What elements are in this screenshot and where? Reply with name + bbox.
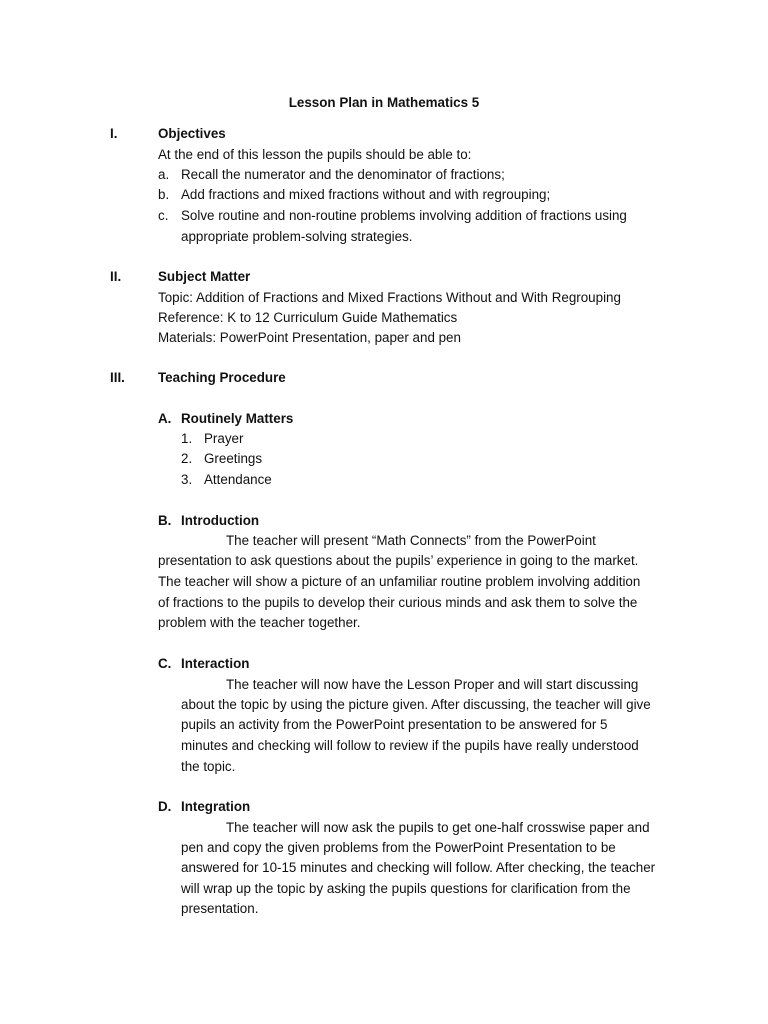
section-numeral-teaching-procedure: III. [110, 370, 125, 385]
section-numeral-subject-matter: II. [110, 269, 122, 284]
objective-text-b: Add fractions and mixed fractions without and with regrouping; [181, 187, 551, 202]
objective-marker-a: a. [158, 167, 170, 182]
subsection-marker-a: A. [158, 411, 172, 426]
integration-line-4: will wrap up the topic by asking the pupils questions for clarification from the [181, 881, 631, 896]
subsection-marker-c: C. [158, 656, 172, 671]
integration-line-3: answered for 10-15 minutes and checking will follow. After checking, the teacher [181, 860, 656, 875]
objective-marker-c: c. [158, 208, 169, 223]
introduction-line-5: problem with the teacher together. [158, 615, 361, 630]
subject-materials: Materials: PowerPoint Presentation, paper and pen [158, 330, 461, 345]
integration-line-1: The teacher will now ask the pupils to get one-half crosswise paper and [226, 820, 650, 835]
interaction-line-4: minutes and checking will follow to review if the pupils have really understood [181, 738, 639, 753]
subject-reference: Reference: K to 12 Curriculum Guide Mathematics [158, 310, 458, 325]
section-numeral-objectives: I. [110, 126, 118, 141]
subsection-heading-integration: Integration [181, 799, 251, 814]
interaction-line-3: pupils an activity from the PowerPoint presentation to be answered for 5 [181, 717, 608, 732]
routine-marker-3: 3. [181, 472, 193, 487]
section-heading-objectives: Objectives [158, 126, 226, 141]
objective-text-c-line2: appropriate problem-solving strategies. [181, 229, 413, 244]
interaction-line-2: about the topic by using the picture given. After discussing, the teacher will give [181, 697, 651, 712]
objective-text-a: Recall the numerator and the denominator of fractions; [181, 167, 505, 182]
integration-line-2: pen and copy the given problems from the PowerPoint Presentation to be [181, 840, 616, 855]
introduction-line-1: The teacher will present “Math Connects” from the PowerPoint [226, 533, 596, 548]
routine-marker-1: 1. [181, 431, 193, 446]
document-title: Lesson Plan in Mathematics 5 [288, 95, 480, 110]
section-heading-teaching-procedure: Teaching Procedure [158, 370, 286, 385]
introduction-line-3: The teacher will show a picture of an unfamiliar routine problem involving addition [158, 574, 641, 589]
routine-item-prayer: Prayer [204, 431, 244, 446]
introduction-line-2: presentation to ask questions about the pupils’ experience in going to the market. [158, 553, 639, 568]
introduction-line-4: of fractions to the pupils to develop their curious minds and ask them to solve the [158, 595, 638, 610]
interaction-line-5: the topic. [181, 759, 236, 774]
subsection-heading-routinely-matters: Routinely Matters [181, 411, 294, 426]
objective-text-c-line1: Solve routine and non-routine problems involving addition of fractions using [181, 208, 627, 223]
routine-item-attendance: Attendance [204, 472, 272, 487]
interaction-line-1: The teacher will now have the Lesson Proper and will start discussing [226, 677, 639, 692]
subject-topic: Topic: Addition of Fractions and Mixed Fractions Without and With Regrouping [158, 290, 621, 305]
subsection-marker-d: D. [158, 799, 172, 814]
subsection-heading-interaction: Interaction [181, 656, 250, 671]
integration-line-5: presentation. [181, 901, 259, 916]
subsection-marker-b: B. [158, 513, 172, 528]
objectives-intro: At the end of this lesson the pupils should be able to: [158, 147, 472, 162]
section-heading-subject-matter: Subject Matter [158, 269, 251, 284]
routine-marker-2: 2. [181, 451, 193, 466]
objective-marker-b: b. [158, 187, 170, 202]
routine-item-greetings: Greetings [204, 451, 263, 466]
subsection-heading-introduction: Introduction [181, 513, 260, 528]
